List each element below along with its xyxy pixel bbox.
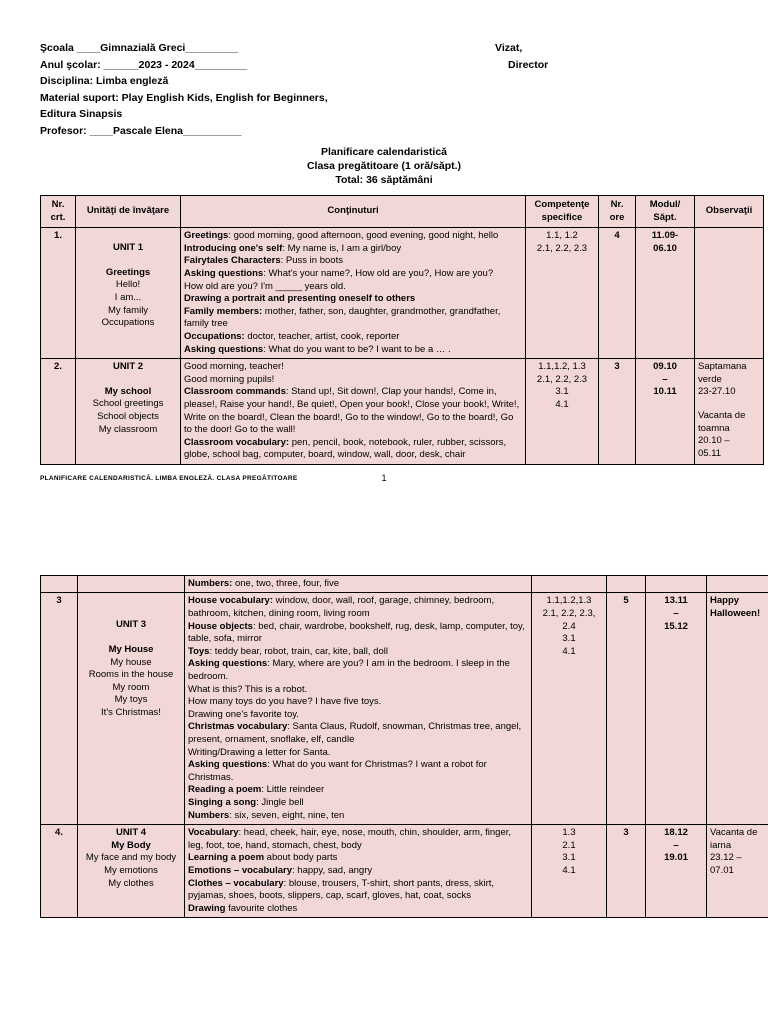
- col-header-module: [636, 196, 695, 228]
- col-header-module-line2: Săpt.: [653, 211, 677, 223]
- content-rest: What is this? This is a robot.: [188, 683, 308, 695]
- content-bold: Fairytales Characters: [184, 255, 281, 267]
- planning-table-page1: [40, 195, 764, 465]
- content-rest: window, door, wall, roof, garage, chimney, bedroom, bathroom, kitchen, dining room, living room: [188, 595, 495, 620]
- module-line: 13.11: [664, 595, 688, 607]
- content-rest: : Mary, where are you? I am in the bedroom. I sleep in the bedroom.: [188, 658, 510, 683]
- content-bold: Classroom vocabulary:: [184, 436, 290, 448]
- title-line-2: Clasa pregătitoare (1 oră/săpt.): [306, 160, 462, 172]
- module-line: 06.10: [653, 242, 677, 254]
- unit-line: My classroom: [98, 423, 158, 435]
- unit-line: My Body: [111, 839, 151, 851]
- content-bold: Asking questions: [184, 343, 264, 355]
- content-rest: : blouse, trousers, T-shirt, short pants, dress, skirt, pyjamas, shoes, boots, slippers, cap, scarf, gloves, hat, coat, socks: [188, 877, 495, 902]
- competence-line: 2.1: [562, 839, 576, 851]
- content-rest: mother, father, son, daughter, grandmother, grandfather, family tree: [184, 305, 501, 330]
- content-rest: : What do you want to be? I want to be a … .: [263, 343, 451, 355]
- content-rest: : teddy bear, robot, train, car, kite, ball, doll: [209, 645, 388, 657]
- content-line: [184, 374, 522, 387]
- unit-line: My clothes: [108, 877, 154, 889]
- cell-nr: 3: [41, 593, 78, 825]
- cell-nr: 4.: [41, 825, 78, 918]
- competence-line: 1.3: [562, 827, 576, 839]
- content-bold: Asking questions: [188, 759, 268, 771]
- competence-line: 2.1, 2.2, 2.3: [536, 373, 588, 385]
- content-bold: House vocabulary:: [188, 595, 273, 607]
- content-bold: Clothes – vocabulary: [188, 877, 284, 889]
- cell-hours: [607, 575, 646, 593]
- observation-line: Saptamana verde: [698, 361, 747, 385]
- unit-line: I am...: [114, 291, 142, 303]
- document-title: [40, 145, 728, 187]
- observation-line: 23-27.10: [698, 386, 736, 398]
- cell-module: [646, 593, 707, 825]
- module-line: –: [673, 608, 679, 620]
- content-rest: one, two, three, four, five: [232, 577, 340, 589]
- unit-line: My family: [107, 304, 149, 316]
- content-line: [184, 230, 522, 243]
- table-row: [41, 593, 768, 825]
- content-rest: : bed, chair, wardrobe, bookshelf, rug, desk, lamp, computer, toy, table, sofa, mirror: [188, 620, 525, 645]
- module-line: 15.12: [664, 620, 688, 632]
- observation-line: 20.10 –: [698, 435, 730, 447]
- unit-line: My face and my body: [85, 852, 177, 864]
- content-bold: Vocabulary: [188, 827, 239, 839]
- header-year-label: Anul şcolar:: [40, 58, 104, 71]
- col-header-nr-crt: [41, 196, 76, 228]
- cell-competences: [526, 359, 599, 465]
- cell-observations: [707, 575, 768, 593]
- header-publisher: Editura Sinapsis: [40, 108, 123, 120]
- unit-line: My emotions: [104, 864, 158, 876]
- content-rest: : head, cheek, hair, eye, nose, mouth, chin, shoulder, arm, finger, leg, foot, toe, hand, stomach, chest, body: [188, 827, 512, 851]
- module-line: –: [673, 839, 679, 851]
- cell-competences: [532, 575, 607, 593]
- document-page-1: [0, 0, 768, 483]
- competence-line: 3.1: [562, 852, 576, 864]
- content-line: [184, 386, 522, 436]
- header-director: Director: [508, 58, 549, 71]
- content-line: [188, 747, 528, 760]
- unit-title: UNIT 4: [115, 827, 147, 839]
- content-rest: : good morning, good afternoon, good evening, good night, hello: [228, 230, 499, 242]
- unit-title: UNIT 2: [112, 361, 144, 373]
- unit-line: My room: [112, 681, 150, 693]
- content-rest: : What's your name?, How old are you?, How are you?: [263, 267, 494, 279]
- content-rest: : My name is, I am a girl/boy: [282, 242, 402, 254]
- content-bold: Greetings: [184, 230, 229, 242]
- content-rest: favourite clothes: [225, 902, 298, 914]
- content-bold: Asking questions: [184, 267, 264, 279]
- competence-line: 4.1: [562, 864, 576, 876]
- cell-contents: [185, 575, 532, 593]
- unit-title: UNIT 1: [112, 242, 144, 254]
- cell-unit: [78, 593, 185, 825]
- cell-unit: [76, 359, 181, 465]
- cell-module: [646, 825, 707, 918]
- col-header-contents: Conţinuturi: [181, 196, 526, 228]
- cell-contents: [181, 359, 526, 465]
- unit-line: Occupations: [101, 317, 155, 329]
- title-line-3: Total: 36 săptămâni: [335, 174, 433, 186]
- col-header-hours-line1: Nr.: [610, 199, 624, 210]
- unit-line: School greetings: [92, 398, 164, 410]
- content-line: [184, 243, 522, 256]
- content-bold: Toys: [188, 645, 210, 657]
- content-line: [188, 810, 528, 823]
- col-header-nr-crt-line2: crt.: [50, 211, 66, 223]
- cell-observations: [707, 593, 768, 825]
- competence-line: 2.1, 2.2, 2.3,: [542, 608, 596, 620]
- content-bold: Numbers:: [188, 577, 233, 589]
- cell-observations: [695, 228, 764, 359]
- header-teacher-line: [40, 123, 728, 140]
- content-bold: Christmas vocabulary: [188, 721, 288, 733]
- header-school-value: ____Gimnazială Greci_________: [76, 42, 238, 54]
- unit-line: My school: [104, 385, 152, 397]
- content-line: [188, 696, 528, 709]
- content-line: [184, 437, 522, 462]
- content-bold: House objects: [188, 620, 253, 632]
- content-bold: Introducing one's self: [184, 242, 283, 254]
- observation-line: 05.11: [698, 447, 722, 459]
- content-line: [188, 878, 528, 903]
- module-line: 09.10: [653, 361, 677, 373]
- content-rest: Good morning pupils!: [184, 373, 275, 385]
- module-line: –: [662, 373, 668, 385]
- unit-line: My toys: [114, 694, 148, 706]
- content-line: [184, 361, 522, 374]
- content-bold: Learning a poem: [188, 852, 265, 864]
- content-bold: Family members:: [184, 305, 263, 317]
- content-line: [188, 827, 528, 852]
- table-row: [41, 228, 764, 359]
- content-rest: Drawing one's favorite toy.: [188, 708, 299, 720]
- header-teacher-label: Profesor:: [40, 124, 90, 137]
- content-bold: Reading a poem: [188, 784, 262, 796]
- content-line: [184, 281, 522, 294]
- page-number: 1: [381, 472, 387, 483]
- content-rest: : happy, sad, angry: [292, 864, 373, 876]
- col-header-units: Unităţi de învăţare: [76, 196, 181, 228]
- unit-line: Hello!: [115, 279, 141, 291]
- header-year-line: [40, 57, 728, 74]
- content-line: [188, 595, 528, 620]
- content-rest: Good morning, teacher!: [184, 361, 284, 373]
- cell-module: [636, 228, 695, 359]
- content-line: [184, 255, 522, 268]
- cell-observations: [707, 825, 768, 918]
- table-row: [41, 575, 768, 593]
- content-rest: : Stand up!, Sit down!, Clap your hands!, Come in, please!, Raise your hand!, Be quiet!, Open your book!, Close your book!, Write!, Write on the board!, Clean the board!, Go to the window!, Go to the board!, Go to the door! Go to the wall!: [184, 386, 520, 436]
- cell-contents: [185, 825, 532, 918]
- content-rest: Writing/Drawing a letter for Santa.: [188, 746, 331, 758]
- cell-competences: [532, 593, 607, 825]
- header-material: Material suport: Play English Kids, English for Beginners,: [40, 91, 328, 104]
- cell-module: [646, 575, 707, 593]
- footer-note: PLANIFICARE CALENDARISTICĂ. LIMBA ENGLEZĂ. CLASA PREGĂTITOARE: [40, 474, 298, 482]
- content-line: [188, 903, 528, 916]
- content-line: [184, 331, 522, 344]
- cell-module: [636, 359, 695, 465]
- content-line: [188, 621, 528, 646]
- unit-line: Greetings: [105, 266, 151, 278]
- competence-line: 4.1: [562, 645, 576, 657]
- unit-line: School objects: [97, 410, 159, 422]
- content-rest: doctor, teacher, artist, cook, reporter: [244, 330, 400, 342]
- competence-line: 3.1: [555, 386, 569, 398]
- content-rest: : Jingle bell: [256, 796, 304, 808]
- cell-unit: [78, 575, 185, 593]
- competence-line: 4.1: [555, 398, 569, 410]
- competence-line: 1.1,1.2, 1.3: [538, 361, 586, 373]
- content-rest: : Santa Claus, Rudolf, snowman, Christmas tree, angel, present, ornament, snoflake, elf, candle: [188, 721, 522, 745]
- module-line: 19.01: [664, 852, 688, 864]
- competence-line: 3.1: [562, 633, 576, 645]
- table-row: [41, 825, 768, 918]
- content-line: [188, 658, 528, 683]
- content-rest: : What do you want for Christmas? I want a robot for Christmas.: [188, 759, 487, 783]
- cell-nr: 1.: [41, 228, 76, 359]
- content-line: [184, 268, 522, 281]
- content-line: [188, 759, 528, 784]
- content-line: [188, 865, 528, 878]
- content-rest: : Puss in boots: [280, 255, 343, 267]
- observation-line: 07.01: [710, 864, 734, 876]
- header-vizat: Vizat,: [495, 42, 523, 54]
- observation-line: Happy Halloween!: [710, 595, 761, 620]
- planning-table-page2: [40, 575, 768, 918]
- content-bold: Asking questions: [188, 658, 268, 670]
- content-bold: Numbers: [188, 809, 230, 821]
- content-line: [188, 709, 528, 722]
- cell-unit: [76, 228, 181, 359]
- col-header-observations: Observaţii: [695, 196, 764, 228]
- cell-hours: 4: [599, 228, 636, 359]
- content-rest: pen, pencil, book, notebook, ruler, rubber, scissors, globe, school bag, computer, board, window, wall, door, desk, chair: [184, 436, 507, 461]
- competence-line: 2.1, 2.2, 2.3: [536, 242, 588, 254]
- content-bold: Occupations:: [184, 330, 245, 342]
- content-line: [188, 721, 528, 746]
- cell-hours: 3: [599, 359, 636, 465]
- cell-competences: [532, 825, 607, 918]
- unit-line: It's Christmas!: [101, 707, 161, 719]
- competence-line: 1.1,1.2,1.3: [546, 595, 592, 607]
- cell-unit: [78, 825, 185, 918]
- cell-nr: 2.: [41, 359, 76, 465]
- table-header-row: [41, 196, 764, 228]
- observation-line: Vacanta de iarna: [710, 827, 758, 851]
- content-rest: How many toys do you have? I have five toys.: [188, 696, 382, 708]
- header-subject: Disciplina: Limba engleză: [40, 75, 169, 87]
- content-line: [184, 306, 522, 331]
- header-school-label: Şcoala: [40, 42, 77, 54]
- observation-line: Vacanta de toamna: [698, 409, 746, 434]
- cell-observations: [695, 359, 764, 465]
- header-school-line: [40, 40, 728, 57]
- content-line: [184, 344, 522, 357]
- content-bold: Drawing a portrait and presenting oneself to others: [184, 293, 416, 305]
- content-line: [188, 578, 528, 591]
- unit-line: My House: [108, 644, 154, 656]
- content-line: [188, 684, 528, 697]
- content-rest: How old are you? I'm _____ years old.: [184, 280, 346, 292]
- unit-title: UNIT 3: [115, 619, 147, 631]
- cell-contents: [185, 593, 532, 825]
- content-line: [184, 293, 522, 306]
- content-line: [188, 852, 528, 865]
- cell-hours: 3: [607, 825, 646, 918]
- col-header-competences-line2: specifice: [541, 211, 583, 223]
- module-line: 11.09-: [651, 230, 679, 242]
- col-header-competences-line1: Competenţe: [534, 199, 590, 210]
- content-bold: Emotions – vocabulary: [188, 864, 293, 876]
- document-header: [40, 40, 728, 139]
- content-line: [188, 646, 528, 659]
- col-header-hours-line2: ore: [609, 211, 625, 223]
- content-rest: : six, seven, eight, nine, ten: [229, 809, 345, 821]
- content-bold: Drawing: [188, 902, 226, 914]
- cell-competences: [526, 228, 599, 359]
- content-rest: : Little reindeer: [261, 784, 325, 796]
- document-page-2: [0, 575, 768, 938]
- module-line: 10.11: [653, 386, 677, 398]
- title-line-1: Planificare calendaristică: [320, 146, 448, 158]
- content-bold: Singing a song: [188, 796, 257, 808]
- content-rest: about body parts: [264, 852, 338, 864]
- header-year-value: ______2023 - 2024_________: [103, 58, 248, 71]
- observation-line: 23.12 –: [710, 852, 742, 864]
- content-line: [188, 797, 528, 810]
- module-line: 18.12: [664, 827, 688, 839]
- unit-line: My house: [110, 656, 152, 668]
- unit-line: Rooms in the house: [88, 669, 174, 681]
- content-bold: Classroom commands: [184, 386, 286, 398]
- cell-nr: [41, 575, 78, 593]
- col-header-hours: [599, 196, 636, 228]
- competence-line: 2.4: [562, 620, 576, 632]
- page-break-gap: [0, 483, 768, 575]
- col-header-competences: [526, 196, 599, 228]
- competence-line: 1.1, 1.2: [546, 230, 578, 242]
- content-line: [188, 784, 528, 797]
- cell-hours: 5: [607, 593, 646, 825]
- header-teacher-value: ____Pascale Elena__________: [89, 124, 242, 137]
- col-header-module-line1: Modul/: [649, 199, 681, 210]
- col-header-nr-crt-line1: Nr.: [51, 199, 65, 210]
- table-row: [41, 359, 764, 465]
- cell-contents: [181, 228, 526, 359]
